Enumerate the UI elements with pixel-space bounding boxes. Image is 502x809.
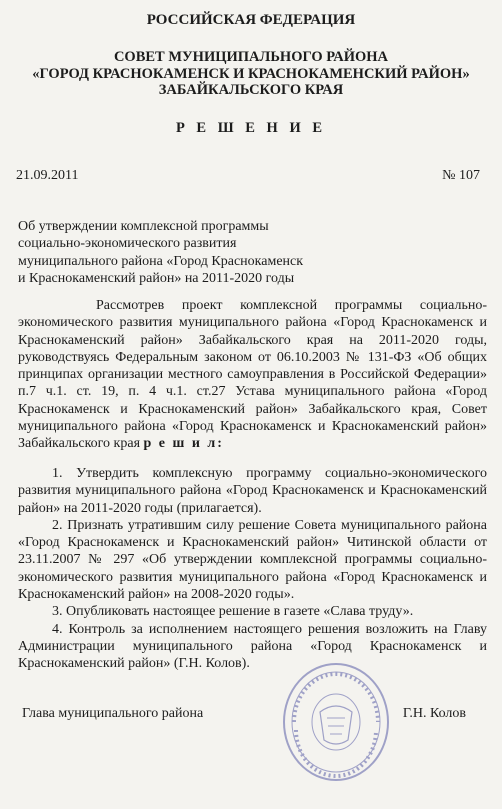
signatory-title: Глава муниципального района [22, 706, 204, 721]
preamble-paragraph [18, 297, 487, 453]
decision-item-3: 3. Опубликовать настоящее решение в газете «Слава труду». [52, 604, 414, 620]
council-line-1: СОВЕТ МУНИЦИПАЛЬНОГО РАЙОНА [113, 49, 389, 65]
subject-line-1: Об утверждении комплексной программы [18, 219, 269, 234]
document-type: Р Е Ш Е Н И Е [175, 120, 327, 136]
preamble-text: Рассмотрев проект комплексной программы социально-экономического развития муниципального района «Город Краснокаменск и Краснокаменский район» Забайкальского края на 2011-2020 годы, руководствуясь Федеральным законом от 06.10.2003 № 131-ФЗ «Об общих принципах организации местного самоуправления в Российской Федерации» п.7 ч.1. ст. 19, п. 4 ч.1. ст.27 Устава муниципального района «Город Краснокаменск и Краснокаменский район» Забайкальского края, Совет муниципального района «Город Краснокаменск и Краснокаменский район» Забайкальского края [18, 298, 487, 452]
resolved-word: р е ш и л: [143, 436, 224, 452]
decision-item-4: 4. Контроль за исполнением настоящего решения возложить на Главу Администрации муниципального района «Город Краснокаменск и Краснокаменский район» (Г.Н. Колов). [18, 621, 487, 672]
council-line-2: «ГОРОД КРАСНОКАМЕНСК И КРАСНОКАМЕНСКИЙ РАЙОН» [32, 65, 470, 82]
subject-line-4: и Краснокаменский район» на 2011-2020 годы [18, 270, 295, 286]
signatory-name: Г.Н. Колов [402, 706, 466, 721]
decision-items [18, 465, 487, 673]
header-country: РОССИЙСКАЯ ФЕДЕРАЦИЯ [146, 12, 356, 28]
document-date: 21.09.2011 [16, 168, 79, 183]
subject-line-2: социально-экономического развития [18, 236, 237, 252]
official-seal-stamp [280, 660, 392, 785]
document-subject [18, 218, 303, 287]
header-council [0, 49, 502, 99]
subject-line-3: муниципального района «Город Краснокаменск [18, 253, 304, 269]
council-line-3: ЗАБАЙКАЛЬСКОГО КРАЯ [158, 82, 344, 98]
document-number: № 107 [442, 168, 480, 183]
decision-item-2: 2. Признать утратившим силу решение Совета муниципального района «Город Краснокаменск и Краснокаменский район» Читинской области от 23.11.2007 № 297 «Об утверждении комплексной программы социально-экономического развития муниципального района «Город Краснокаменск и Краснокаменский район» на 2008-2020 годы». [18, 517, 487, 603]
decision-item-1: 1. Утвердить комплексную программу социально-экономического развития муниципального района «Город Краснокаменск и Краснокаменский район» на 2011-2020 годы (прилагается). [18, 466, 487, 516]
